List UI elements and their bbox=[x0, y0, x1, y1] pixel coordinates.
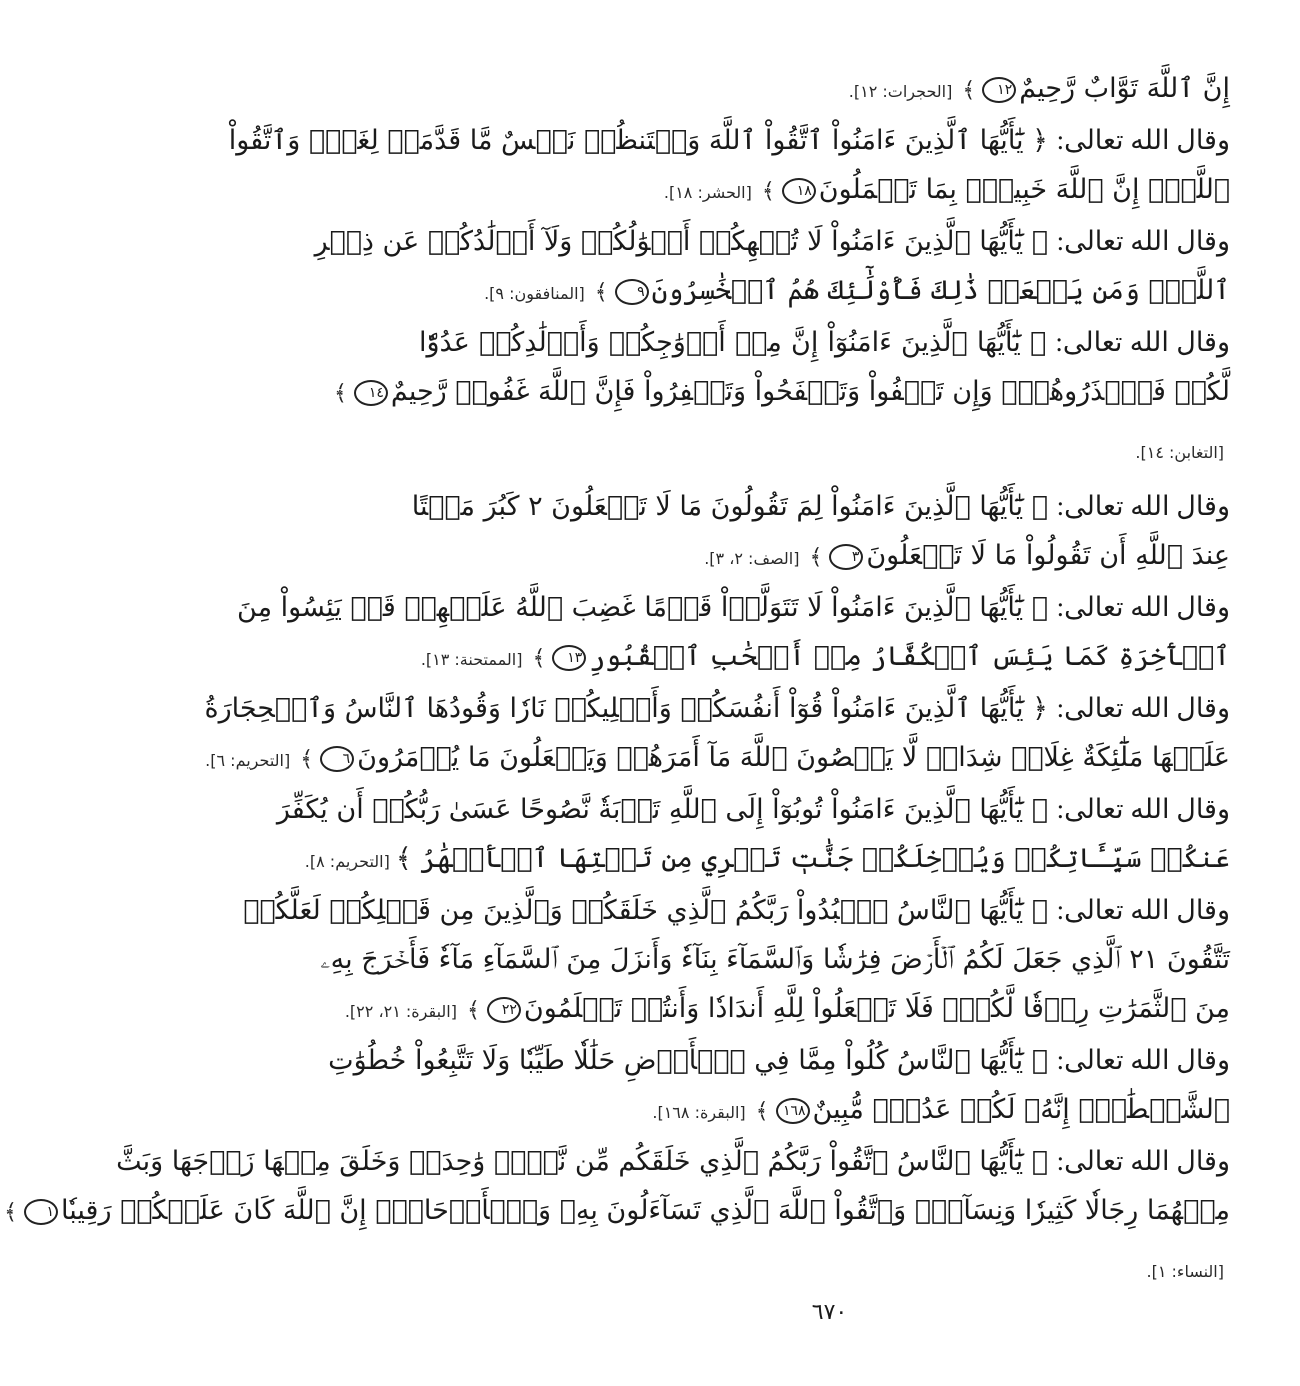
quran-verse-text: ﴿ يَٰٓأَيُّهَا ٱلَّذِينَ ءَامَنُواْ لِمَ تَقُولُونَ مَا لَا تَفۡعَلُونَ ٢ كَبُرَ مَقۡتًا bbox=[411, 491, 1048, 522]
verse-intro: وقال الله تعالى: bbox=[1055, 327, 1231, 357]
quran-verse-text: ﴿ يَٰٓأَيُّهَا ٱلَّذِينَ ءَامَنُواْ ٱتَّقُواْ ٱللَّهَ وَلۡتَنظُرۡ نَفۡسٌ مَّا قَدَّمَتۡ لِغَدٍۖ وَٱتَّقُواْ bbox=[228, 125, 1048, 156]
quran-verse-text: عِندَ ٱللَّهِ أَن تَقُولُواْ مَا لَا تَفۡعَلُونَ bbox=[866, 540, 1230, 571]
quran-verse-text: مِنۡهُمَا رِجَالٗا كَثِيرٗا وَنِسَآءٗۚ وَٱتَّقُواْ ٱللَّهَ ٱلَّذِي تَسَآءَلُونَ بِهِۦ وَٱلۡأَرۡحَامَۚ إِنَّ ٱللَّهَ كَانَ عَلَيۡكُمۡ رَقِيبٗا bbox=[61, 1195, 1230, 1226]
quran-verse-text: عَلَيۡهَا مَلَٰٓئِكَةٌ غِلَاظٞ شِدَادٞ لَّا يَعۡصُونَ ٱللَّهَ مَآ أَمَرَهُمۡ وَيَفۡعَلُونَ مَا يُؤۡمَرُونَ bbox=[357, 742, 1230, 773]
book-page bbox=[4, 0, 1300, 1386]
text-line bbox=[116, 1137, 1230, 1186]
page-number: ٦٧٠ bbox=[811, 1300, 848, 1325]
ayah-number-marker: ٦ bbox=[320, 746, 354, 772]
closing-bracket-ornament: ﴾ bbox=[4, 1200, 18, 1225]
text-line bbox=[419, 1237, 1230, 1301]
surah-reference: [التحريم: ٦]. bbox=[205, 751, 291, 770]
text-line bbox=[419, 318, 1230, 367]
text-line bbox=[333, 367, 1230, 418]
ayah-number-marker: ١٤ bbox=[354, 380, 388, 406]
text-line bbox=[314, 217, 1230, 266]
text-line bbox=[228, 116, 1230, 165]
ayah-number-marker: ١٨ bbox=[782, 178, 816, 204]
text-line bbox=[419, 266, 1230, 318]
surah-reference: [التغابن: ١٤]. bbox=[1135, 443, 1224, 462]
quran-verse-text: ﴿ يَٰٓأَيُّهَا ٱلنَّاسُ كُلُواْ مِمَّا فِي ٱلۡأَرۡضِ حَلَٰلٗا طَيِّبٗا وَلَا تَتَّبِعُواْ خُطُوَٰتِ bbox=[328, 1045, 1048, 1076]
verse-intro: وقال الله تعالى: bbox=[1056, 491, 1230, 521]
quran-verse-text: ﴿ يَٰٓأَيُّهَا ٱلَّذِينَ ءَامَنُواْ لَا تُلۡهِكُمۡ أَمۡوَٰلُكُمۡ وَلَآ أَوۡلَٰدُكُمۡ عَن ذِكۡرِ bbox=[314, 226, 1048, 257]
closing-bracket-ornament: ﴾ bbox=[333, 381, 347, 406]
text-line bbox=[344, 984, 1230, 1036]
text-line bbox=[419, 632, 1230, 684]
verse-intro: وقال الله تعالى: bbox=[1056, 226, 1230, 256]
ayah-number-marker: ٢٢ bbox=[487, 997, 521, 1023]
text-line bbox=[204, 684, 1230, 733]
quran-verse-text: مِنَ ٱلثَّمَرَٰتِ رِزۡقٗا لَّكُمۡۖ فَلَا تَجۡعَلُواْ لِلَّهِ أَندَادٗا وَأَنتُمۡ تَعۡلَمُونَ bbox=[523, 993, 1230, 1024]
quran-verse-text: ﴿ يَٰٓأَيُّهَا ٱلنَّاسُ ٱتَّقُواْ رَبَّكُمُ ٱلَّذِي خَلَقَكُم مِّن نَّفۡسٖ وَٰحِدَةٖ وَخَلَقَ مِنۡهَا زَوۡجَهَا وَبَثَّ bbox=[116, 1146, 1048, 1177]
verse-intro: وقال الله تعالى: bbox=[1056, 794, 1230, 824]
quran-verse-text: ٱلۡأٓخِرَةِ كَمَا يَئِسَ ٱلۡكُفَّارُ مِنۡ أَصۡحَٰبِ ٱلۡقُبُورِ bbox=[589, 641, 1230, 672]
quran-verse-text: لَّكُمۡ فَٱحۡذَرُوهُمۡۚ وَإِن تَعۡفُواْ وَتَصۡفَحُواْ وَتَغۡفِرُواْ فَإِنَّ ٱللَّهَ غَفُورٞ رَّحِيمٌ bbox=[390, 376, 1230, 407]
text-line bbox=[411, 482, 1230, 531]
text-line bbox=[419, 165, 1230, 217]
verse-intro: وقال الله تعالى: bbox=[1056, 1146, 1230, 1176]
surah-reference: [التحريم: ٨]. bbox=[304, 852, 390, 871]
surah-reference: [الصف: ٢، ٣]. bbox=[704, 549, 800, 568]
surah-reference: [البقرة: ٢١، ٢٢]. bbox=[344, 1002, 457, 1021]
closing-bracket-ornament: ﴾ bbox=[809, 545, 823, 570]
surah-reference: [الممتحنة: ١٣]. bbox=[420, 650, 523, 669]
closing-bracket-ornament: ﴾ bbox=[532, 646, 546, 671]
surah-reference: [الحجرات: ١٢]. bbox=[848, 82, 953, 101]
verse-intro: وقال الله تعالى: bbox=[1056, 592, 1230, 622]
verse-intro: وقال الله تعالى: bbox=[1056, 895, 1230, 925]
ayah-number-marker: ٣ bbox=[829, 544, 863, 570]
text-line bbox=[276, 785, 1230, 834]
closing-bracket-ornament: ﴾ bbox=[594, 280, 608, 305]
ayah-number-marker: ٩ bbox=[615, 279, 649, 305]
closing-bracket-ornament: ﴾ bbox=[755, 1099, 769, 1124]
text-line bbox=[419, 531, 1230, 583]
closing-bracket-ornament: ﴾ bbox=[466, 998, 480, 1023]
text-line bbox=[328, 1036, 1230, 1085]
surah-reference: [النساء: ١]. bbox=[1146, 1262, 1224, 1281]
quran-verse-text: ﴿ يَٰٓأَيُّهَا ٱلنَّاسُ ٱعۡبُدُواْ رَبَّكُمُ ٱلَّذِي خَلَقَكُمۡ وَٱلَّذِينَ مِن قَبۡلِكُمۡ لَعَلَّكُمۡ bbox=[243, 895, 1048, 926]
ayah-number-marker: ١٣ bbox=[552, 645, 586, 671]
text-line bbox=[419, 64, 1230, 116]
surah-reference: [الحشر: ١٨]. bbox=[663, 183, 752, 202]
verse-intro: وقال الله تعالى: bbox=[1056, 693, 1230, 723]
text-line bbox=[237, 583, 1230, 632]
text-line bbox=[419, 1085, 1230, 1137]
closing-bracket-ornament: ﴾ bbox=[300, 747, 314, 772]
quran-verse-text: ٱللَّهَۚ إِنَّ ٱللَّهَ خَبِيرُۢ بِمَا تَعۡمَلُونَ bbox=[818, 174, 1230, 205]
quran-verse-text: ٱللَّهِۚ وَمَن يَفۡعَلۡ ذَٰلِكَ فَأُوْلَٰٓئِكَ هُمُ ٱلۡخَٰسِرُونَ bbox=[651, 275, 1230, 306]
quran-verse-text: ﴿ يَٰٓأَيُّهَا ٱلَّذِينَ ءَامَنُوٓاْ إِنَّ مِنۡ أَزۡوَٰجِكُمۡ وَأَوۡلَٰدِكُمۡ عَدُوّٗا bbox=[419, 327, 1047, 358]
verse-intro: وقال الله تعالى: bbox=[1056, 125, 1230, 155]
text-line bbox=[304, 834, 1230, 886]
page-body bbox=[4, 64, 1231, 1301]
quran-verse-text: ﴿ يَٰٓأَيُّهَا ٱلَّذِينَ ءَامَنُواْ قُوٓاْ أَنفُسَكُمۡ وَأَهۡلِيكُمۡ نَارٗا وَقُودُهَا ٱلنَّاسُ وَٱلۡحِجَارَةُ bbox=[204, 693, 1048, 724]
quran-verse-text: إِنَّ ٱللَّهَ تَوَّابٌ رَّحِيمٌ bbox=[1019, 73, 1230, 104]
verse-intro: وقال الله تعالى: bbox=[1056, 1045, 1230, 1075]
quran-verse-text: ﴿ يَٰٓأَيُّهَا ٱلَّذِينَ ءَامَنُواْ تُوبُوٓاْ إِلَى ٱللَّهِ تَوۡبَةٗ نَّصُوحًا عَسَىٰ رَبُّكُمۡ أَن يُكَفِّرَ bbox=[276, 794, 1048, 825]
quran-verse-text: عَنكُمۡ سَيِّـَٔاتِكُمۡ وَيُدۡخِلَكُمۡ جَنَّٰتٖ تَجۡرِي مِن تَحۡتِهَا ٱلۡأَنۡهَٰرُ ﴾ bbox=[395, 843, 1230, 874]
ayah-number-marker: ١٢ bbox=[982, 77, 1016, 103]
text-line bbox=[243, 886, 1230, 935]
surah-reference: [المنافقون: ٩]. bbox=[484, 284, 585, 303]
quran-verse-text: ٱلشَّيۡطَٰنِۚ إِنَّهُۥ لَكُمۡ عَدُوّٞ مُّبِينٌ bbox=[812, 1094, 1230, 1125]
ayah-number-marker: ١ bbox=[24, 1199, 58, 1225]
text-line bbox=[419, 418, 1230, 482]
closing-bracket-ornament: ﴾ bbox=[962, 78, 976, 103]
text-line bbox=[4, 1186, 1230, 1237]
surah-reference: [البقرة: ١٦٨]. bbox=[652, 1103, 746, 1122]
text-line bbox=[205, 733, 1230, 785]
quran-verse-text: ﴿ يَٰٓأَيُّهَا ٱلَّذِينَ ءَامَنُواْ لَا تَتَوَلَّوۡاْ قَوۡمًا غَضِبَ ٱللَّهُ عَلَيۡهِمۡ قَدۡ يَئِسُواْ مِنَ bbox=[237, 592, 1048, 623]
text-line bbox=[320, 935, 1230, 984]
quran-verse-text: تَتَّقُونَ ٢١ ٱلَّذِي جَعَلَ لَكُمُ ٱلۡأَرۡضَ فِرَٰشٗا وَٱلسَّمَآءَ بِنَآءٗ وَأَنزَلَ مِنَ ٱلسَّمَآءِ مَآءٗ فَأَخۡرَجَ بِهِۦ bbox=[320, 944, 1230, 975]
ayah-number-marker: ١٦٨ bbox=[776, 1098, 810, 1124]
closing-bracket-ornament: ﴾ bbox=[761, 179, 775, 204]
